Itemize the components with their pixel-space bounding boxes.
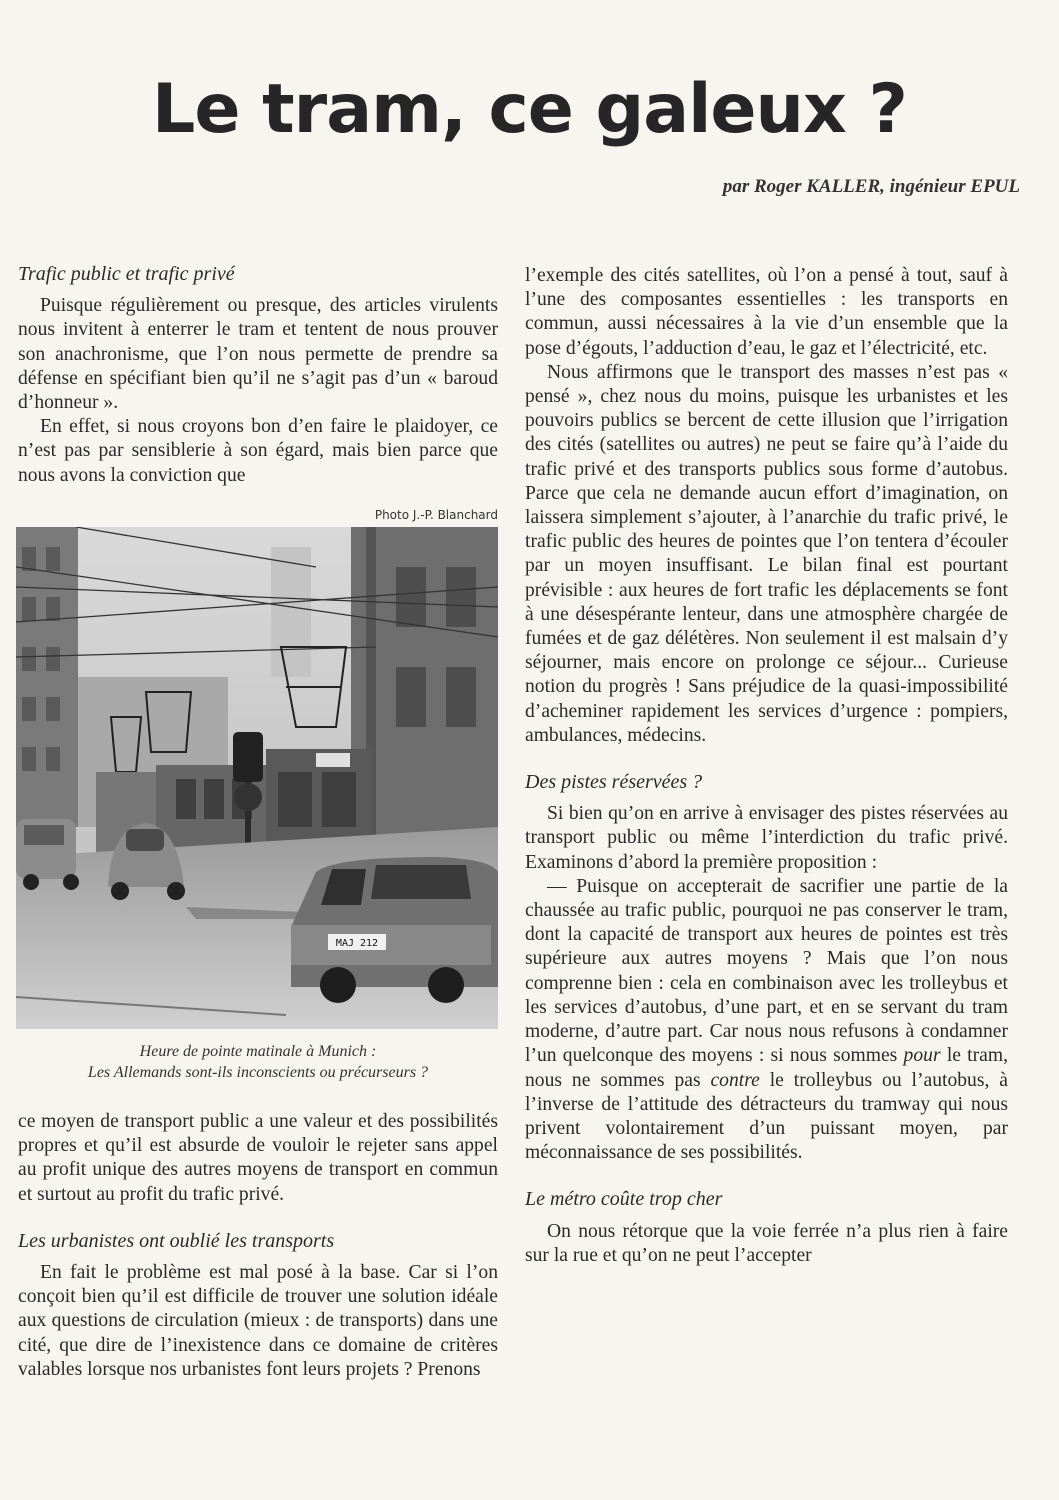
paragraph: Si bien qu’on en arrive à envisager des pistes réservées au transport public ou même l’interdiction du trafic privé. Examinons d’abord la première proposition :	[525, 803, 1008, 873]
left-column-top	[18, 262, 498, 488]
section-heading-metro: Le métro coûte trop cher	[525, 1188, 723, 1211]
paragraph: En fait le problème est mal posé à la base. Car si l’on conçoit bien qu’il est difficile de trouver une solution idéale aux questions de circulation (mieux : de transports) dans une cité, que dire de l’inexistence dans ce domaine de critères valables lorsque nos urbanistes font leurs projets ? Prenons	[18, 1262, 498, 1380]
paragraph: En effet, si nous croyons bon d’en faire le plaidoyer, ce n’est pas par sensiblerie à son égard, mais bien parce que nous avons la conviction que	[18, 416, 498, 486]
photo-credit: Photo J.-P. Blanchard	[374, 508, 498, 522]
paragraph: Puisque régulièrement ou presque, des articles virulents nous invitent à enterrer le tram et tentent de nous prouver son anachronisme, que l’on nous permette de prendre sa défense en spécifiant bien qu’il ne s’agit pas d’un « baroud d’honneur ».	[18, 295, 498, 414]
right-column	[525, 264, 1008, 1268]
section-heading-trafic: Trafic public et trafic privé	[18, 263, 235, 285]
caption-line: Heure de pointe matinale à Munich :	[139, 1043, 377, 1060]
article-byline: par Roger KALLER, ingénieur EPUL	[722, 176, 1020, 197]
photo-caption	[18, 1041, 498, 1083]
paragraph: ce moyen de transport public a une valeur et des possibilités propres et qu’il est absurde de vouloir le rejeter sans appel au profit unique des autres moyens de transport en commun et surtout au profit du trafic privé.	[18, 1111, 498, 1205]
section-heading-urbanistes: Les urbanistes ont oublié les transports	[18, 1229, 335, 1252]
paragraph: Nous affirmons que le transport des masses n’est pas « pensé », chez nous du moins, puisque les urbanistes et les pouvoirs publics se bercent de cette illusion que l’irrigation des cités (satellites ou autres) ne peut se faire qu’à l’aide du trafic privé et des transports publics sous forme d’autobus. Parce que cela ne demande aucun effort d’imagination, on laissera simplement s’ajouter, à l’anarchie du trafic privé, le trafic public des heures de pointes que l’on tentera d’écouler par un moyen insuffisant. Le bilan final est pourtant prévisible : aux heures de fort trafic les déplacements se font à une désespérante lenteur, dans une atmosphère chargée de fumées et de gaz délétères. Non seulement il est malsain d’y séjourner, mais encore on prolonge ce séjour... Curieuse notion du progrès ! Sans préjudice de la quasi-impossibilité d’acheminer rapidement les services d’urgence : pompiers, ambulances, médecins.	[525, 361, 1008, 746]
emphasis-pour: pour	[903, 1045, 941, 1067]
section-heading-pistes: Des pistes réservées ?	[525, 771, 703, 794]
caption-line: Les Allemands sont-ils inconscients ou précurseurs ?	[87, 1064, 429, 1081]
tram-street-photo	[16, 527, 498, 1029]
article-title: Le tram, ce galeux ?	[152, 70, 907, 149]
text-run: — Puisque on accepterait de sacrifier une partie de la chaussée au trafic public, pourquoi ne pas conserver le tram, dont la capacité de transport aux heures de pointes est très supérieure aux autres moyens ? Mais que l’on nous comprenne bien : cela en combinaison avec les trolleybus et les services d’autobus, d’une part, et en se servant du tram moderne, d’autre part. Car nous nous refusons à condamner l’un quelconque des moyens : si nous sommes	[525, 875, 1008, 1067]
paragraph	[525, 875, 1008, 1165]
left-column-bottom	[18, 1110, 498, 1382]
text-run: le tram, nous ne sommes pas	[525, 1045, 1008, 1091]
paragraph: On nous rétorque que la voie ferrée n’a plus rien à faire sur la rue et qu’on ne peut l’accepter	[525, 1220, 1008, 1266]
text-run: le trolleybus ou l’autobus, à l’inverse de l’attitude des détracteurs du tramway qui nous privent volontairement d’un puissant moyen, par méconnaissance de ses possibilités.	[525, 1069, 1008, 1164]
license-plate: MAJ 212	[335, 938, 379, 949]
emphasis-contre: contre	[710, 1069, 760, 1091]
paragraph: l’exemple des cités satellites, où l’on a pensé à tout, sauf à l’une des composantes essentielles : les transports en commun, aussi nécessaires à la vie d’un ensemble que la pose d’égouts, l’adduction d’eau, le gaz et l’électricité, etc.	[525, 265, 1008, 359]
